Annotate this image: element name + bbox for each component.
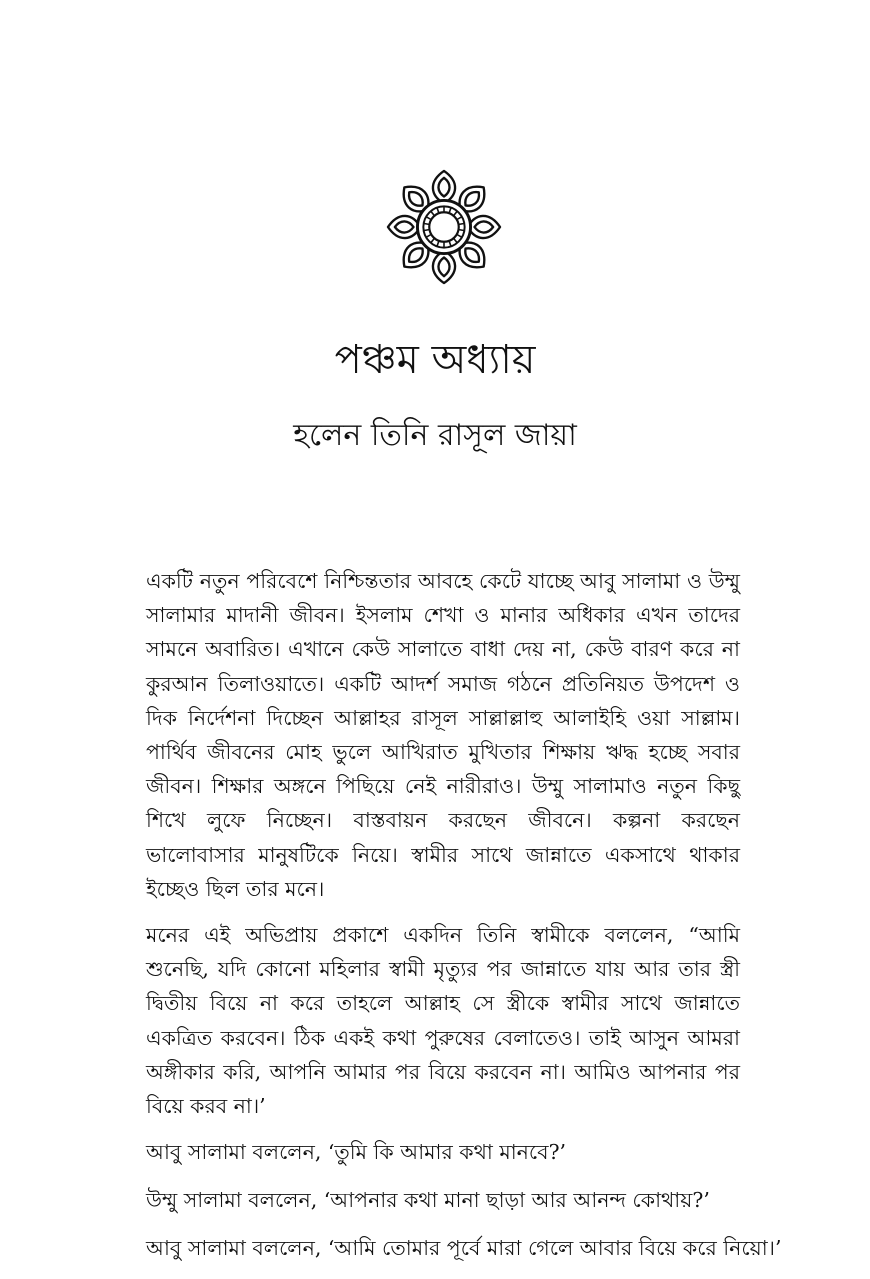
chapter-body	[146, 564, 782, 1279]
lotus-ornament-icon	[385, 168, 503, 286]
body-paragraph: একটি নতুন পরিবেশে নিশ্চিন্ততার আবহে কেটে যাচ্ছে আবু সালামা ও উম্মু সালামার মাদানী জীবন। ইসলাম শেখা ও মানার অধিকার এখন তাদের সামনে অবারিত। এখানে কেউ সালাতে বাধা দেয় না, কেউ বারণ করে না কুরআন তিলাওয়াতে। একটি আদর্শ সমাজ গঠনে প্রতিনিয়ত উপদেশ ও দিক নির্দেশনা দিচ্ছেন আল্লাহর রাসূল সাল্লাল্লাহু আলাইহি ওয়া সাল্লাম। পার্থিব জীবনের মোহ ভুলে আখিরাত মুখিতার শিক্ষায় ঋদ্ধ হচ্ছে সবার জীবন। শিক্ষার অঙ্গনে পিছিয়ে নেই নারীরাও। উম্মু সালামাও নতুন কিছু শিখে লুফে নিচ্ছেন। বাস্তবায়ন করছেন জীবনে। কল্পনা করছেন ভালোবাসার মানুষটিকে নিয়ে। স্বামীর সাথে জান্নাতে একসাথে থাকার ইচ্ছেও ছিল তার মনে।	[146, 569, 740, 901]
dialogue-line: উম্মু সালামা বললেন, ‘আপনার কথা মানা ছাড়া আর আনন্দ কোথায়?’	[146, 1188, 710, 1213]
dialogue-line: আবু সালামা বললেন, ‘আমি তোমার পূর্বে মারা গেলে আবার বিয়ে করে নিয়ো।’	[146, 1236, 782, 1261]
body-paragraph: মনের এই অভিপ্রায় প্রকাশে একদিন তিনি স্বামীকে বললেন, “আমি শুনেছি, যদি কোনো মহিলার স্বামী মৃত্যুর পর জান্নাতে যায় আর তার স্ত্রী দ্বিতীয় বিয়ে না করে তাহলে আল্লাহ সে স্ত্রীকে স্বামীর সাথে জান্নাতে একত্রিত করবেন। ঠিক একই কথা পুরুষের বেলাতেও। তাই আসুন আমরা অঙ্গীকার করি, আপনি আমার পর বিয়ে করবেন না। আমিও আপনার পর বিয়ে করব না।’	[146, 923, 740, 1119]
dialogue-line: আবু সালামা বললেন, ‘তুমি কি আমার কথা মানবে?’	[146, 1140, 567, 1165]
chapter-title: পঞ্চম অধ্যায়	[334, 337, 536, 383]
chapter-subtitle: হলেন তিনি রাসূল জায়া	[293, 418, 577, 453]
